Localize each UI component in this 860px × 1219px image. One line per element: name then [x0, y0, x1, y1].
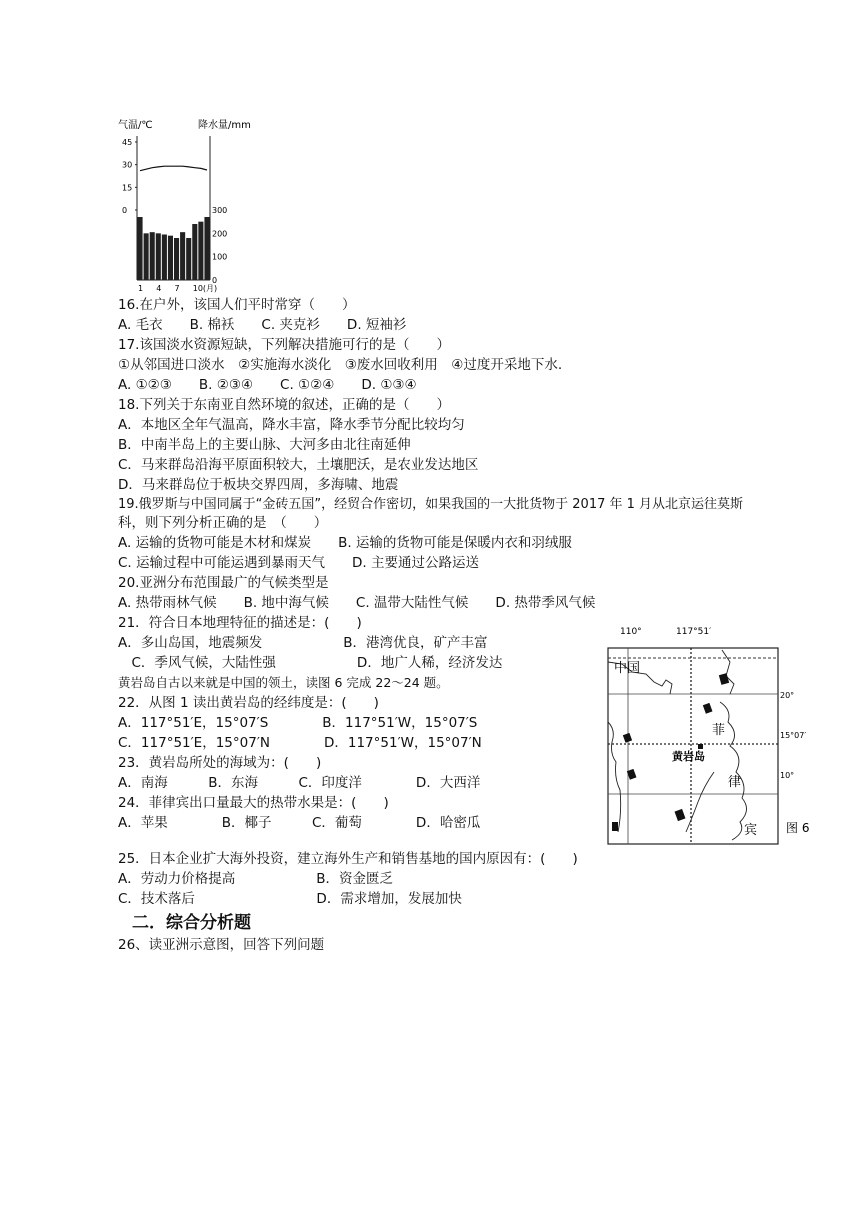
label-island: 黄岩岛	[672, 750, 705, 763]
island-mark	[719, 673, 729, 685]
precip-bar	[192, 224, 197, 280]
precip-bar	[138, 217, 143, 280]
temp-tick-label: 30	[122, 160, 133, 170]
label-lv: 律	[728, 775, 742, 790]
question-18-option-d: D．马来群岛位于板块交界四周，多海啸、地震	[118, 477, 399, 493]
precip-bar	[144, 233, 149, 280]
label-bin: 宾	[744, 823, 758, 838]
question-18-option-a: A．本地区全年气温高，降水丰富，降水季节分配比较均匀	[118, 417, 465, 433]
question-19-options-cd: C. 运输过程中可能运遇到暴雨天气 D. 主要通过公路运送	[118, 555, 479, 571]
question-17-items: ①从邻国进口淡水 ②实施海水淡化 ③废水回收利用 ④过度开采地下水.	[118, 357, 563, 373]
lon-label-117: 117°51′	[676, 627, 712, 637]
precip-tick-label: 300	[212, 206, 228, 215]
label-china: 中国	[614, 661, 641, 676]
question-19-cont: 科，则下列分析正确的是 （ ）	[118, 515, 328, 531]
question-17: 17.该国淡水资源短缺，下列解决措施可行的是（ ）	[118, 337, 450, 353]
label-fei: 菲	[712, 723, 726, 738]
question-17-options: A. ①②③ B. ②③④ C. ①②④ D. ①③④	[118, 377, 417, 393]
question-20-options: A. 热带雨林气候 B. 地中海气候 C. 温带大陆性气候 D. 热带季风气候	[118, 595, 596, 611]
island-mark	[675, 809, 686, 821]
map-intro: 黄岩岛自古以来就是中国的领土，读图 6 完成 22～24 题。	[118, 675, 449, 690]
temp-tick-label: 0	[122, 206, 128, 215]
question-21-options-ab: A．多山岛国，地震频发 B．港湾优良，矿产丰富	[118, 635, 488, 651]
month-tick-label: 4	[156, 284, 162, 293]
question-18-option-c: C．马来群岛沿海平原面积较大，土壤肥沃，是农业发达地区	[118, 457, 479, 473]
question-23-options: A．南海 B．东海 C．印度洋 D．大西洋	[118, 775, 481, 791]
precip-bar	[156, 233, 161, 280]
question-22-options-cd: C．117°51′E，15°07′N D．117°51′W，15°07′N	[118, 735, 482, 751]
precip-tick-label: 100	[212, 252, 228, 262]
precip-bar	[204, 217, 209, 280]
precip-tick-label: 200	[212, 229, 228, 239]
question-18: 18.下列关于东南亚自然环境的叙述，正确的是（ ）	[118, 397, 450, 413]
question-24: 24．菲律宾出口量最大的热带水果是：( )	[118, 795, 389, 811]
question-19: 19.俄罗斯与中国同属于“金砖五国”，经贸合作密切，如果我国的一大批货物于 2017 年 1 月从北京运往莫斯	[118, 497, 744, 512]
precip-bar	[150, 232, 155, 280]
precip-bar	[186, 238, 191, 280]
temperature-line	[140, 166, 207, 171]
lon-label-110: 110°	[620, 627, 642, 637]
climate-chart	[118, 118, 251, 294]
island-mark	[612, 822, 618, 831]
precip-bar	[168, 236, 173, 280]
lat-label-20: 20°	[780, 691, 795, 700]
question-23: 23．黄岩岛所处的海域为：( )	[118, 755, 322, 771]
lat-label-10: 10°	[780, 771, 795, 780]
question-19-options-ab: A. 运输的货物可能是木材和煤炭 B. 运输的货物可能是保暖内衣和羽绒服	[118, 535, 572, 551]
question-21: 21．符合日本地理特征的描述是：( )	[118, 615, 362, 631]
island-mark	[703, 703, 713, 714]
question-25-options-ab: A．劳动力价格提高 B．资金匮乏	[118, 871, 393, 887]
temp-tick-label: 45	[122, 138, 133, 147]
precip-bar	[180, 232, 185, 280]
question-20: 20.亚洲分布范围最广的气候类型是	[118, 575, 329, 591]
month-tick-label: 7	[174, 284, 180, 293]
precip-bar	[174, 238, 179, 280]
question-24-options: A．苹果 B．椰子 C．葡萄 D．哈密瓜	[118, 815, 481, 831]
precip-tick-label: 0	[212, 276, 218, 285]
question-16: 16.在户外，该国人们平时常穿（ ）	[118, 297, 356, 313]
question-26: 26、读亚洲示意图，回答下列问题	[118, 937, 325, 953]
figure-label: 图 6	[786, 821, 810, 835]
section-heading: 二．综合分析题	[132, 913, 251, 933]
huangyan-island-map	[602, 622, 820, 848]
question-25-options-cd: C．技术落后 D．需求增加，发展加快	[118, 891, 462, 907]
precip-axis-label: 降水量/mm	[198, 120, 251, 131]
lat-label-15: 15°07′	[780, 731, 807, 740]
question-18-option-b: B．中南半岛上的主要山脉、大河多由北往南延伸	[118, 437, 411, 453]
island-mark	[623, 733, 632, 743]
month-tick-label: 10(月)	[192, 284, 218, 293]
question-25: 25．日本企业扩大海外投资，建立海外生产和销售基地的国内原因有：( )	[118, 851, 578, 867]
question-16-options: A. 毛衣 B. 棉袄 C. 夹克衫 D. 短袖衫	[118, 317, 407, 333]
temp-tick-label: 15	[122, 183, 133, 193]
island-mark	[698, 744, 703, 749]
temp-axis-label: 气温/℃	[118, 120, 153, 131]
precip-bar	[162, 235, 167, 281]
question-21-options-cd: C．季风气候，大陆性强 D．地广人稀，经济发达	[118, 655, 503, 671]
question-22-options-ab: A．117°51′E，15°07′S B．117°51′W，15°07′S	[118, 715, 478, 731]
question-22: 22．从图 1 读出黄岩岛的经纬度是：( )	[118, 695, 379, 711]
month-tick-label: 1	[138, 284, 144, 293]
precip-bar	[198, 222, 203, 280]
